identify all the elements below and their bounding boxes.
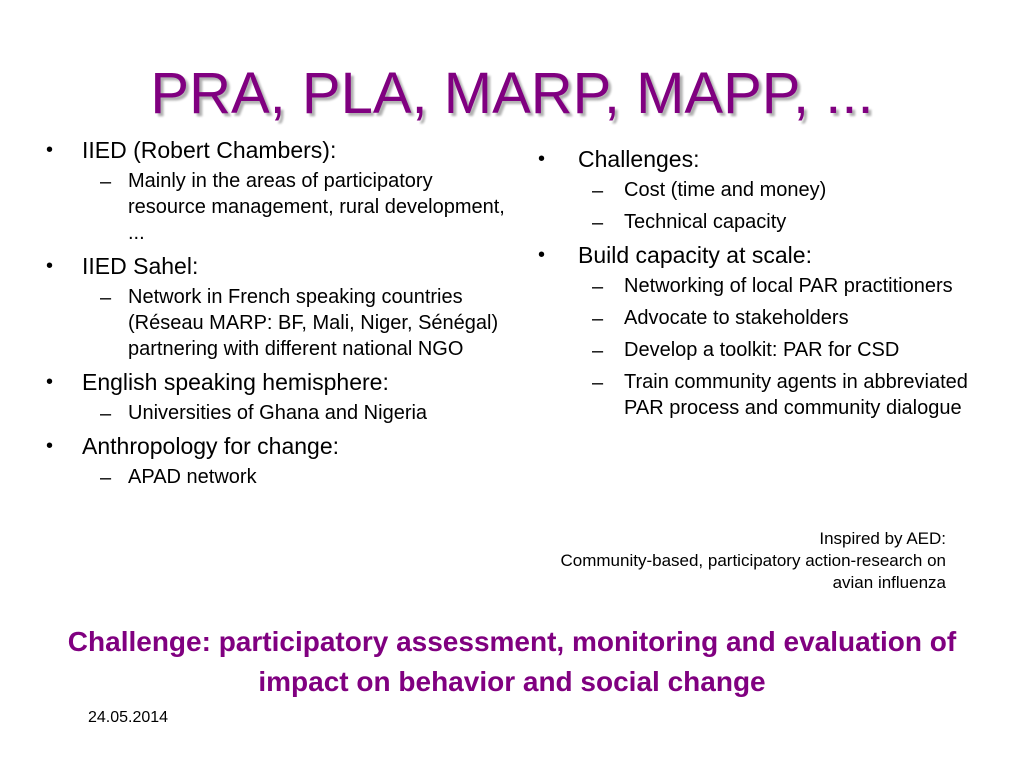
sub-item-text: Networking of local PAR practitioners — [624, 275, 953, 297]
bullet-label: English speaking hemisphere: — [82, 369, 389, 395]
list-item — [40, 136, 510, 246]
sub-list-item — [532, 305, 972, 331]
sub-list-item — [40, 464, 510, 490]
dash-icon: – — [592, 372, 604, 394]
sub-item-text: Train community agents in abbreviated PAR process and community dialogue — [624, 371, 968, 419]
bullet-label: IIED (Robert Chambers): — [82, 137, 337, 163]
sub-list-item — [40, 168, 510, 246]
sub-list — [578, 273, 972, 421]
list-item — [532, 145, 972, 235]
sub-list-item — [532, 177, 972, 203]
sub-list — [82, 464, 510, 490]
bullet-icon: • — [538, 244, 546, 266]
sub-item-text: Mainly in the areas of participatory resource management, rural development, ... — [128, 170, 505, 244]
sub-list-item — [532, 209, 972, 235]
left-bullet-list — [40, 136, 510, 490]
dash-icon: – — [592, 212, 604, 234]
bullet-icon: • — [538, 148, 546, 170]
credit-description: Community-based, participatory action-research on avian influenza — [560, 551, 946, 592]
credit-heading: Inspired by AED: — [819, 529, 946, 548]
sub-list — [82, 168, 510, 246]
bullet-label: Build capacity at scale: — [578, 242, 812, 268]
bullet-icon: • — [46, 255, 54, 277]
sub-list — [82, 284, 510, 362]
dash-icon: – — [100, 171, 112, 193]
dash-icon: – — [100, 467, 112, 489]
sub-list-item — [40, 284, 510, 362]
sub-list-item — [532, 273, 972, 299]
sub-item-text: Technical capacity — [624, 211, 787, 233]
sub-item-text: Develop a toolkit: PAR for CSD — [624, 339, 900, 361]
bullet-label: IIED Sahel: — [82, 253, 199, 279]
list-item — [40, 368, 510, 426]
bullet-label: Anthropology for change: — [82, 433, 340, 459]
dash-icon: – — [592, 340, 604, 362]
dash-icon: – — [592, 180, 604, 202]
challenge-statement: Challenge: participatory assessment, monitoring and evaluation of impact on behavior and social change — [67, 626, 957, 697]
sub-item-text: Universities of Ghana and Nigeria — [128, 402, 428, 424]
sub-list-item — [40, 400, 510, 426]
slide-title: PRA, PLA, MARP, MAPP, ... — [150, 61, 874, 126]
sub-list — [578, 177, 972, 235]
list-item — [532, 241, 972, 421]
bullet-icon: • — [46, 371, 54, 393]
sub-item-text: APAD network — [128, 466, 257, 488]
sub-item-text: Advocate to stakeholders — [624, 307, 849, 329]
sub-list-item — [532, 369, 972, 421]
list-item — [40, 252, 510, 362]
source-credit — [560, 528, 946, 594]
dash-icon: – — [100, 287, 112, 309]
dash-icon: – — [100, 403, 112, 425]
sub-item-text: Network in French speaking countries (Réseau MARP: BF, Mali, Niger, Sénégal) partnering with different national NGO — [128, 286, 499, 360]
dash-icon: – — [592, 276, 604, 298]
bullet-label: Challenges: — [578, 146, 700, 172]
list-item — [40, 432, 510, 490]
footer-date: 24.05.2014 — [88, 709, 169, 726]
left-column — [40, 136, 510, 496]
dash-icon: – — [592, 308, 604, 330]
sub-item-text: Cost (time and money) — [624, 179, 827, 201]
sub-list — [82, 400, 510, 426]
bullet-icon: • — [46, 139, 54, 161]
right-column — [532, 145, 972, 427]
bullet-icon: • — [46, 435, 54, 457]
sub-list-item — [532, 337, 972, 363]
right-bullet-list — [532, 145, 972, 421]
